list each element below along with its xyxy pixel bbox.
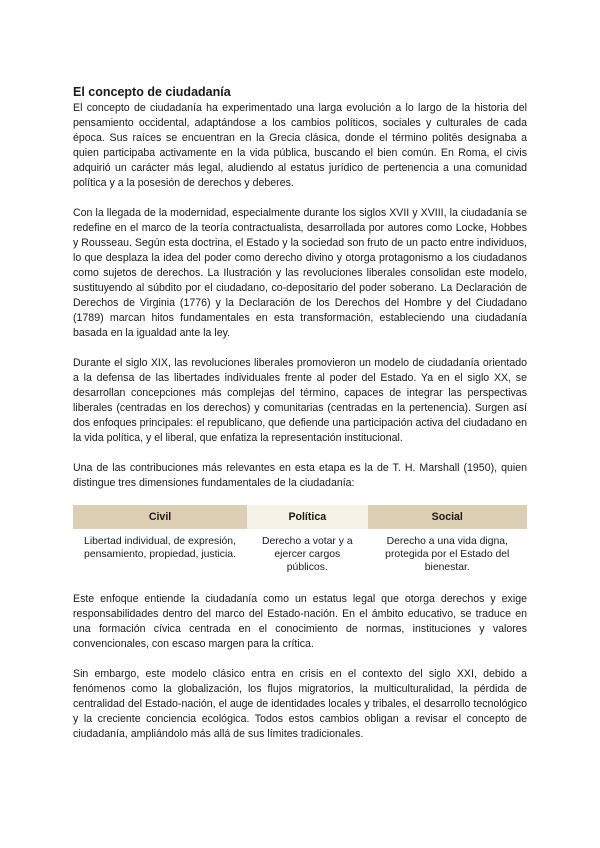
cell-civil: Libertad individual, de expresión, pensamiento, propiedad, justicia. [84, 536, 236, 560]
paragraph-gap [73, 652, 527, 667]
paragraph-modernity: Con la llegada de la modernidad, especialmente durante los siglos XVII y XVIII, la ciudadanía se redefine en el marco de la teoría contractualista, desarrollada por autores como Locke, Hobbes y Rousseau. Según esta doctrina, el Estado y la sociedad son fruto de un pacto entre individuos, lo que desplaza la idea del poder como derecho divino y otorga protagonismo a los ciudadanos como sujetos de derechos. La Ilustración y las revoluciones liberales consolidan este modelo, sustituyendo al súbdito por el ciudadano, co-depositario del poder soberano. La Declaración de Derechos de Virginia (1776) y la Declaración de los Derechos del Hombre y del Ciudadano (1789) marcan hitos fundamentales en esta transformación, estableciendo una ciudadanía basada en la igualdad ante la ley. [73, 207, 527, 339]
paragraph-nineteenth-century: Durante el siglo XIX, las revoluciones liberales promovieron un modelo de ciudadanía orientado a la defensa de las libertades individuales frente al poder del Estado. Ya en el siglo XX, se desarrollan concepciones más complejas del término, capaces de integrar las perspectivas liberales (centradas en los derechos) y comunitarias (centradas en la pertenencia). Surgen así dos enfoques principales: el republicano, que defiende una participación activa del ciudadano en la vida política, y el liberal, que enfatiza la representación institucional. [73, 357, 527, 444]
table-row [73, 529, 527, 584]
cell-social: Derecho a una vida digna, protegida por el Estado del bienestar. [385, 536, 510, 573]
document-title: El concepto de ciudadanía [73, 85, 231, 99]
header-politica: Política [247, 505, 368, 529]
header-social: Social [368, 505, 527, 529]
paragraph-marshall-intro: Una de las contribuciones más relevantes en esta etapa es la de T. H. Marshall (1950), quien distingue tres dimensiones fundamentales de la ciudadanía: [73, 462, 527, 489]
paragraph-crisis: Sin embargo, este modelo clásico entra en crisis en el contexto del siglo XXI, debido a fenómenos como la globalización, los flujos migratorios, la multiculturalidad, la pérdida de centralidad del Estado-nación, el auge de identidades locales y tribales, el desarrollo tecnológico y la creciente conciencia ecológica. Todos estos cambios obligan a revisar el concepto de ciudadanía, ampliándolo más allá de sus límites tradicionales. [73, 668, 527, 740]
cell-politica: Derecho a votar y a ejercer cargos públicos. [261, 536, 353, 573]
citizenship-dimensions-table [73, 505, 527, 584]
table-header-row [73, 505, 527, 529]
paragraph-origins: El concepto de ciudadanía ha experimentado una larga evolución a lo largo de la historia del pensamiento occidental, adaptándose a los cambios políticos, sociales y culturales de cada época. Sus raíces se encuentran en la Grecia clásica, donde el término politēs designaba a quien participaba activamente en la vida pública, buscando el bien común. En Roma, el civis adquirió un carácter más legal, aludiendo al estatus jurídico de pertenencia a una comunidad política y a la posesión de derechos y deberes. [73, 102, 527, 189]
paragraph-gap [73, 446, 527, 461]
paragraph-legal-status: Este enfoque entiende la ciudadanía como un estatus legal que otorga derechos y exige responsabilidades dentro del marco del Estado-nación. En el ámbito educativo, se traduce en una formación cívica centrada en el conocimiento de normas, instituciones y valores convencionales, con escaso margen para la crítica. [73, 593, 527, 650]
header-civil: Civil [73, 505, 247, 529]
paragraph-gap [73, 191, 527, 206]
paragraph-gap [73, 341, 527, 356]
document-body [73, 84, 527, 742]
